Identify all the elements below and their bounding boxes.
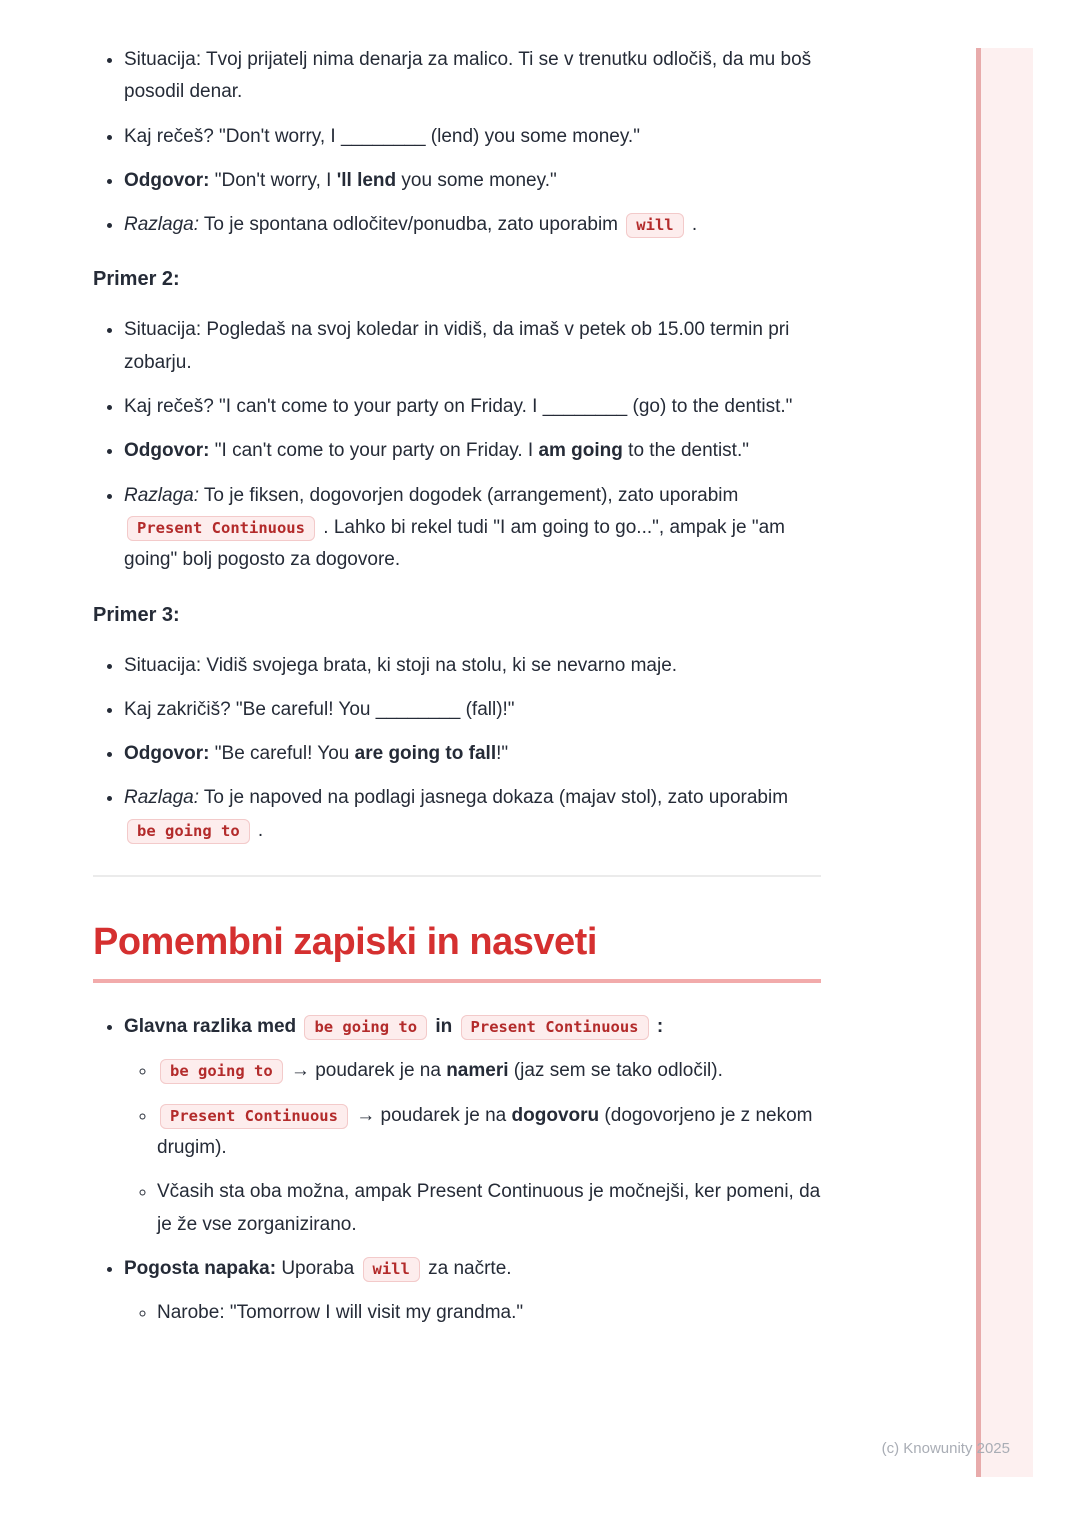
list-item-text bbox=[124, 1258, 512, 1279]
text-segment: : bbox=[656, 1016, 664, 1038]
text-segment: Včasih sta oba možna, ampak Present Continuous je močnejši, ker pomeni, da je že vse zorganizirano. bbox=[157, 1181, 821, 1235]
code-chip: Present Continuous bbox=[461, 1015, 649, 1040]
text-segment: Kaj zakričiš? "Be careful! You ________ (fall)!" bbox=[124, 698, 515, 720]
notes-content bbox=[93, 44, 821, 1341]
notes-sublist-razlika bbox=[124, 1055, 821, 1240]
list-item-text bbox=[124, 743, 508, 764]
list-item-text bbox=[124, 699, 515, 720]
list-item-kaj-reces bbox=[124, 391, 821, 423]
list-item-kaj-zakricis bbox=[124, 694, 821, 726]
text-segment: Glavna razlika med bbox=[124, 1016, 297, 1038]
sublist-item-narobe bbox=[157, 1297, 821, 1329]
list-item-text bbox=[124, 214, 697, 235]
list-item-situacija bbox=[124, 44, 821, 109]
list-item-text bbox=[124, 440, 749, 461]
code-chip: will bbox=[626, 213, 683, 238]
list-item-odgovor bbox=[124, 435, 821, 467]
notes-section-heading: Pomembni zapiski in nasveti bbox=[93, 921, 821, 983]
list-item-glavna-razlika bbox=[124, 1011, 821, 1241]
text-segment: Razlaga: bbox=[124, 214, 199, 236]
text-segment: 'll lend bbox=[336, 169, 397, 191]
copyright-footer: (c) Knowunity 2025 bbox=[881, 1440, 1010, 1457]
text-segment: you some money." bbox=[396, 169, 557, 191]
list-item-kaj-reces bbox=[124, 121, 821, 153]
text-segment bbox=[296, 1016, 301, 1037]
text-segment: To je spontana odločitev/ponudba, zato uporabim bbox=[199, 214, 624, 236]
text-segment: za načrte. bbox=[422, 1257, 512, 1279]
code-chip: will bbox=[363, 1257, 420, 1282]
example1-list bbox=[93, 44, 821, 241]
list-item-odgovor bbox=[124, 165, 821, 197]
list-item-razlaga bbox=[124, 782, 821, 847]
code-chip: be going to bbox=[160, 1059, 283, 1084]
list-item-text bbox=[157, 1302, 523, 1323]
text-segment: Situacija: Tvoj prijatelj nima denarja za malico. Ti se v trenutku odločiš, da mu boš posodil denar. bbox=[124, 49, 812, 103]
text-segment bbox=[452, 1016, 457, 1037]
list-item-text bbox=[157, 1181, 820, 1234]
text-segment: → poudarek je na bbox=[285, 1060, 447, 1082]
example2-list bbox=[93, 314, 821, 576]
text-segment: Situacija: Pogledaš na svoj koledar in vidiš, da imaš v petek ob 15.00 termin pri zobarju. bbox=[124, 319, 790, 373]
list-item-pogosta-napaka bbox=[124, 1253, 821, 1330]
text-segment: → poudarek je na bbox=[350, 1104, 512, 1126]
code-chip: Present Continuous bbox=[160, 1104, 348, 1129]
list-item-text bbox=[124, 787, 788, 840]
example2-heading: Primer 2: bbox=[93, 268, 180, 291]
text-segment: dogovoru bbox=[511, 1104, 600, 1126]
list-item-text bbox=[124, 126, 640, 147]
list-item-odgovor bbox=[124, 738, 821, 770]
list-item-text bbox=[124, 170, 557, 191]
list-item-text bbox=[157, 1060, 723, 1081]
page-edge-decoration bbox=[976, 48, 1033, 1477]
list-item-text bbox=[124, 49, 811, 102]
example3-heading: Primer 3: bbox=[93, 603, 180, 626]
text-segment: Uporaba bbox=[276, 1257, 360, 1279]
text-segment: "Be careful! You bbox=[209, 743, 355, 765]
text-segment: Razlaga: bbox=[124, 787, 199, 809]
notes-list bbox=[93, 1011, 821, 1329]
text-segment: in bbox=[435, 1016, 453, 1038]
section-divider bbox=[93, 875, 821, 877]
text-segment: . Lahko bi rekel tudi "I am going to go...", ampak je "am going" bolj pogosto za dogovore. bbox=[124, 516, 785, 571]
text-segment: am going bbox=[538, 440, 623, 462]
sublist-item-present-continuous bbox=[157, 1100, 821, 1165]
sublist-item-be-going-to bbox=[157, 1055, 821, 1087]
list-item-situacija bbox=[124, 314, 821, 379]
list-item-text bbox=[124, 1016, 663, 1037]
text-segment: Odgovor: bbox=[124, 169, 210, 191]
text-segment: nameri bbox=[446, 1060, 509, 1082]
text-segment: (jaz sem se tako odločil). bbox=[508, 1060, 723, 1082]
list-item-razlaga bbox=[124, 209, 821, 241]
text-segment: "I can't come to your party on Friday. I bbox=[209, 440, 539, 462]
sublist-item-vcasih bbox=[157, 1176, 821, 1241]
notes-sublist-napaka bbox=[124, 1297, 821, 1329]
text-segment: . bbox=[686, 214, 698, 236]
code-chip: be going to bbox=[127, 819, 250, 844]
list-item-text bbox=[124, 485, 785, 571]
code-chip: be going to bbox=[304, 1015, 427, 1040]
example3-list bbox=[93, 650, 821, 847]
text-segment: to the dentist." bbox=[622, 440, 749, 462]
list-item-razlaga bbox=[124, 480, 821, 577]
list-item-situacija bbox=[124, 650, 821, 682]
text-segment: Pogosta napaka: bbox=[124, 1257, 277, 1279]
text-segment: Situacija: Vidiš svojega brata, ki stoji na stolu, ki se nevarno maje. bbox=[124, 654, 678, 676]
text-segment: Narobe: "Tomorrow I will visit my grandma." bbox=[157, 1302, 524, 1324]
code-chip: Present Continuous bbox=[127, 516, 315, 541]
text-segment: To je napoved na podlagi jasnega dokaza (majav stol), zato uporabim bbox=[199, 787, 789, 809]
text-segment: !" bbox=[496, 743, 509, 765]
text-segment: Kaj rečeš? "Don't worry, I ________ (lend) you some money." bbox=[124, 125, 640, 147]
list-item-text bbox=[124, 396, 792, 417]
text-segment: Razlaga: bbox=[124, 484, 199, 506]
list-item-text bbox=[124, 319, 789, 372]
text-segment: Odgovor: bbox=[124, 440, 210, 462]
text-segment: are going to fall bbox=[354, 743, 497, 765]
text-segment: (dogovorjeno je z nekom drugim). bbox=[157, 1104, 813, 1158]
text-segment: . bbox=[252, 819, 264, 841]
text-segment: Odgovor: bbox=[124, 743, 210, 765]
text-segment: "Don't worry, I bbox=[209, 169, 337, 191]
text-segment: Kaj rečeš? "I can't come to your party on Friday. I ________ (go) to the dentist." bbox=[124, 396, 793, 418]
list-item-text bbox=[157, 1105, 812, 1158]
list-item-text bbox=[124, 655, 677, 676]
text-segment: To je fiksen, dogovorjen dogodek (arrangement), zato uporabim bbox=[199, 484, 739, 506]
